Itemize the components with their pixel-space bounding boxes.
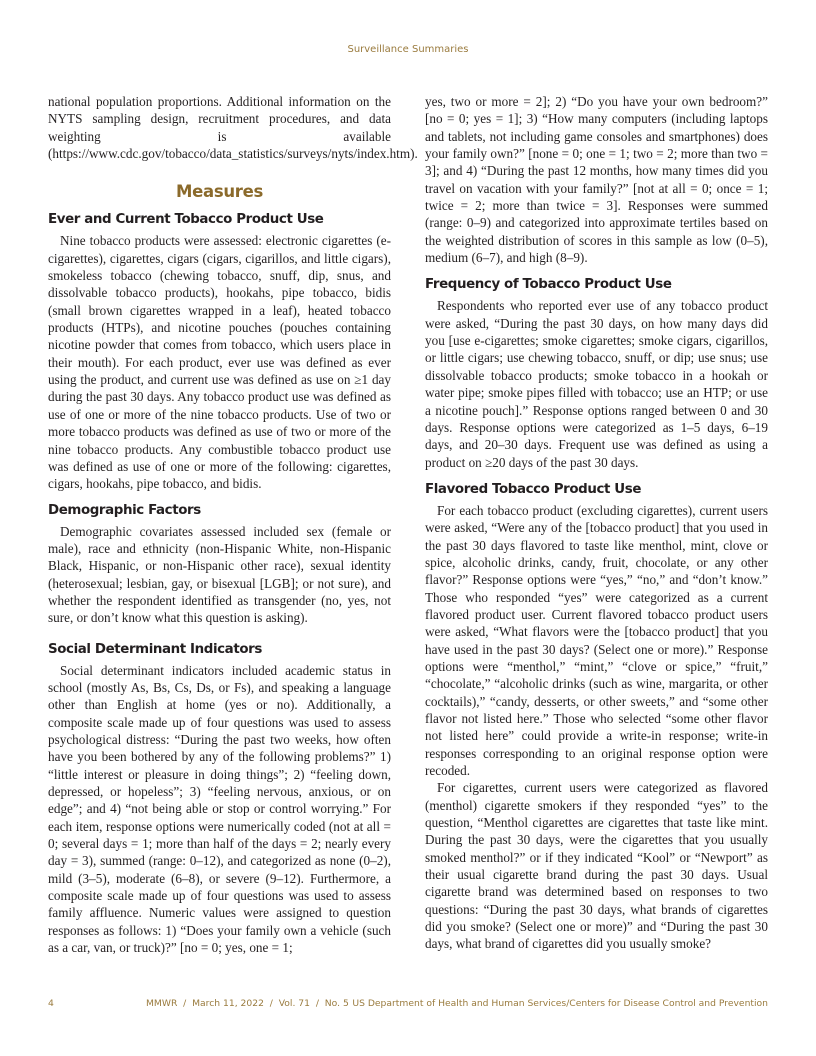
paragraph-flavored-use-1: For each tobacco product (excluding cigarettes), current users were asked, “Were any of the [tobacco product] that you used in the past 30 days flavored to taste like menthol, mint, clove or spice, alcoholic drinks, candy, fruit, chocolate, or any other flavor?” Response options were “yes,” “no,” and “don’t know.” Those who responded “yes” were categorized as a current flavored product user. Current flavored tobacco product users were asked, “What flavors were the [tobacco product] that you have used in the past 30 days? (Select one or more).” Response options were “menthol,” “mint,” “clove or spice,” “fruit,” “chocolate,” “alcoholic drinks (such as wine, margarita, or other cocktails),” “candy, desserts, or other sweets,” and “some other flavor not listed here.” Those who selected “some other flavor not listed here” could provide a write-in response; write-in responses corresponding to an original response option were recoded. [425,502,768,779]
heading-flavored-use: Flavored Tobacco Product Use [425,481,642,497]
paragraph-frequency-use: Respondents who reported ever use of any tobacco product were asked, “During the past 30 days, on how many days did you [use e-cigarettes; smoke cigarettes; smoke cigars, cigarillos, or little cigars; use chewing tobacco, snuff, or dip; use snus; use dissolvable tobacco products; smoke tobacco in a hookah or water pipe; smoke pipes filled with tobacco; use an HTP; or use a nicotine pouch].” Response options ranged between 0 and 30 days. Response options were categorized as 1–5 days, 6–19 days, and 20–30 days. Frequent use was defined as using a product on ≥20 days of the past 30 days. [425,298,768,470]
paragraph-flavored-use-2: For cigarettes, current users were categorized as flavored (menthol) cigarette smokers if they responded “yes” to the question, “Menthol cigarettes are cigarettes that taste like mint. During the past 30 days, were the cigarettes that you usually smoked menthol?” or if they indicated “Kool” or “Newport” as their usual cigarette brand during the past 30 days. Usual cigarette brand was determined based on responses to two questions: “During the past 30 days, what brands of cigarettes did you smoke? (Select one or more)” and “During the past 30 days, what brand of cigarettes did you usually smoke? [425,780,768,952]
paragraph-ever-current-use: Nine tobacco products were assessed: electronic cigarettes (e-cigarettes), cigarettes, cigars (cigars, cigarillos, and little cigars), smokeless tobacco (chewing tobacco, snuff, dip, snus, and dissolvable tobacco products), hookahs, pipe tobacco, bidis (small brown cigarettes wrapped in a leaf), heated tobacco products (HTPs), and nicotine pouches (pouches containing nicotine powder that comes from tobacco, which users place in their mouth). For each product, ever use was defined as ever using the product, and current use was defined as use on ≥1 day during the past 30 days. Any tobacco product use was defined as use of one or more of the nine tobacco products. Use of two or more tobacco products was defined as use of two or more of the nine tobacco products. Any combustible tobacco product use was defined as use of one or more of the following: cigarettes, cigars, hookahs, pipe tobacco, and bidis. [48,233,391,492]
heading-demographic-factors: Demographic Factors [48,502,201,518]
continued-paragraph: yes, two or more = 2]; 2) “Do you have your own bedroom?” [no = 0; yes = 1]; 3) “How many computers (including laptops and tablets, not including game consoles and smartphones) does your family own?” [none = 0; one = 1; two = 2; more than two = 3]; and 4) “During the past 12 months, how many times did you travel on vacation with your family?” [not at all = 0; once = 1; twice = 2; more than twice = 3]. Responses were summed (range: 0–9) and categorized into approximate tertiles based on the weighted distribution of scores in this sample as low (0–5), medium (6–7), and high (8–9). [425,94,768,266]
journal-citation: MMWR / March 11, 2022 / Vol. 71 / No. 5 [146,998,349,1009]
paragraph-social-determinants: Social determinant indicators included academic status in school (mostly As, Bs, Cs, Ds, or Fs), and speaking a language other than English at home (yes or no). Additionally, a composite scale made up of four questions was used to assess psychological distress: “During the past two weeks, how often have you been bothered by any of the following problems?” 1) “little interest or pleasure in doing things”; 2) “feeling down, depressed, or hopeless”; 3) “feeling nervous, anxious, or on edge”; and 4) “not being able or stop or control worrying.” For each item, response options were numerically coded (not at all = 0; several days = 1; more than half of the days = 2; nearly every day = 3), summed (range: 0–12), and categorized as none (0–2), mild (3–5), moderate (6–8), or severe (9–12). Furthermore, a composite scale made up of four questions was used to assess family affluence. Numeric values were assigned to question responses as follows: 1) “Does your family own a vehicle (such as a car, van, or truck)?” [no = 0; yes, one = 1; [48,662,391,956]
heading-frequency-use: Frequency of Tobacco Product Use [425,277,672,293]
section-title-measures: Measures [175,182,264,202]
page-number: 4 [48,998,54,1009]
running-header: Surveillance Summaries [347,44,469,55]
heading-ever-current-use: Ever and Current Tobacco Product Use [48,212,324,228]
heading-social-determinants: Social Determinant Indicators [48,641,262,657]
intro-paragraph: national population proportions. Additional information on the NYTS sampling design, recruitment procedures, and data weighting is available (https://www.cdc.gov/tobacco/data_statistics/surveys/nyts/index.htm). [48,94,418,162]
right-column [425,93,768,953]
left-column [48,93,418,956]
agency-name: US Department of Health and Human Services/Centers for Disease Control and Prevention [352,998,768,1009]
paragraph-demographic-factors: Demographic covariates assessed included sex (female or male), race and ethnicity (non-Hispanic White, non-Hispanic Black, Hispanic, or non-Hispanic other race), sexual identity (heterosexual; lesbian, gay, or bisexual [LGB]; or not sure), and whether the respondent identified as transgender (no, yes, not sure, or don’t know what this question is asking). [48,523,391,626]
